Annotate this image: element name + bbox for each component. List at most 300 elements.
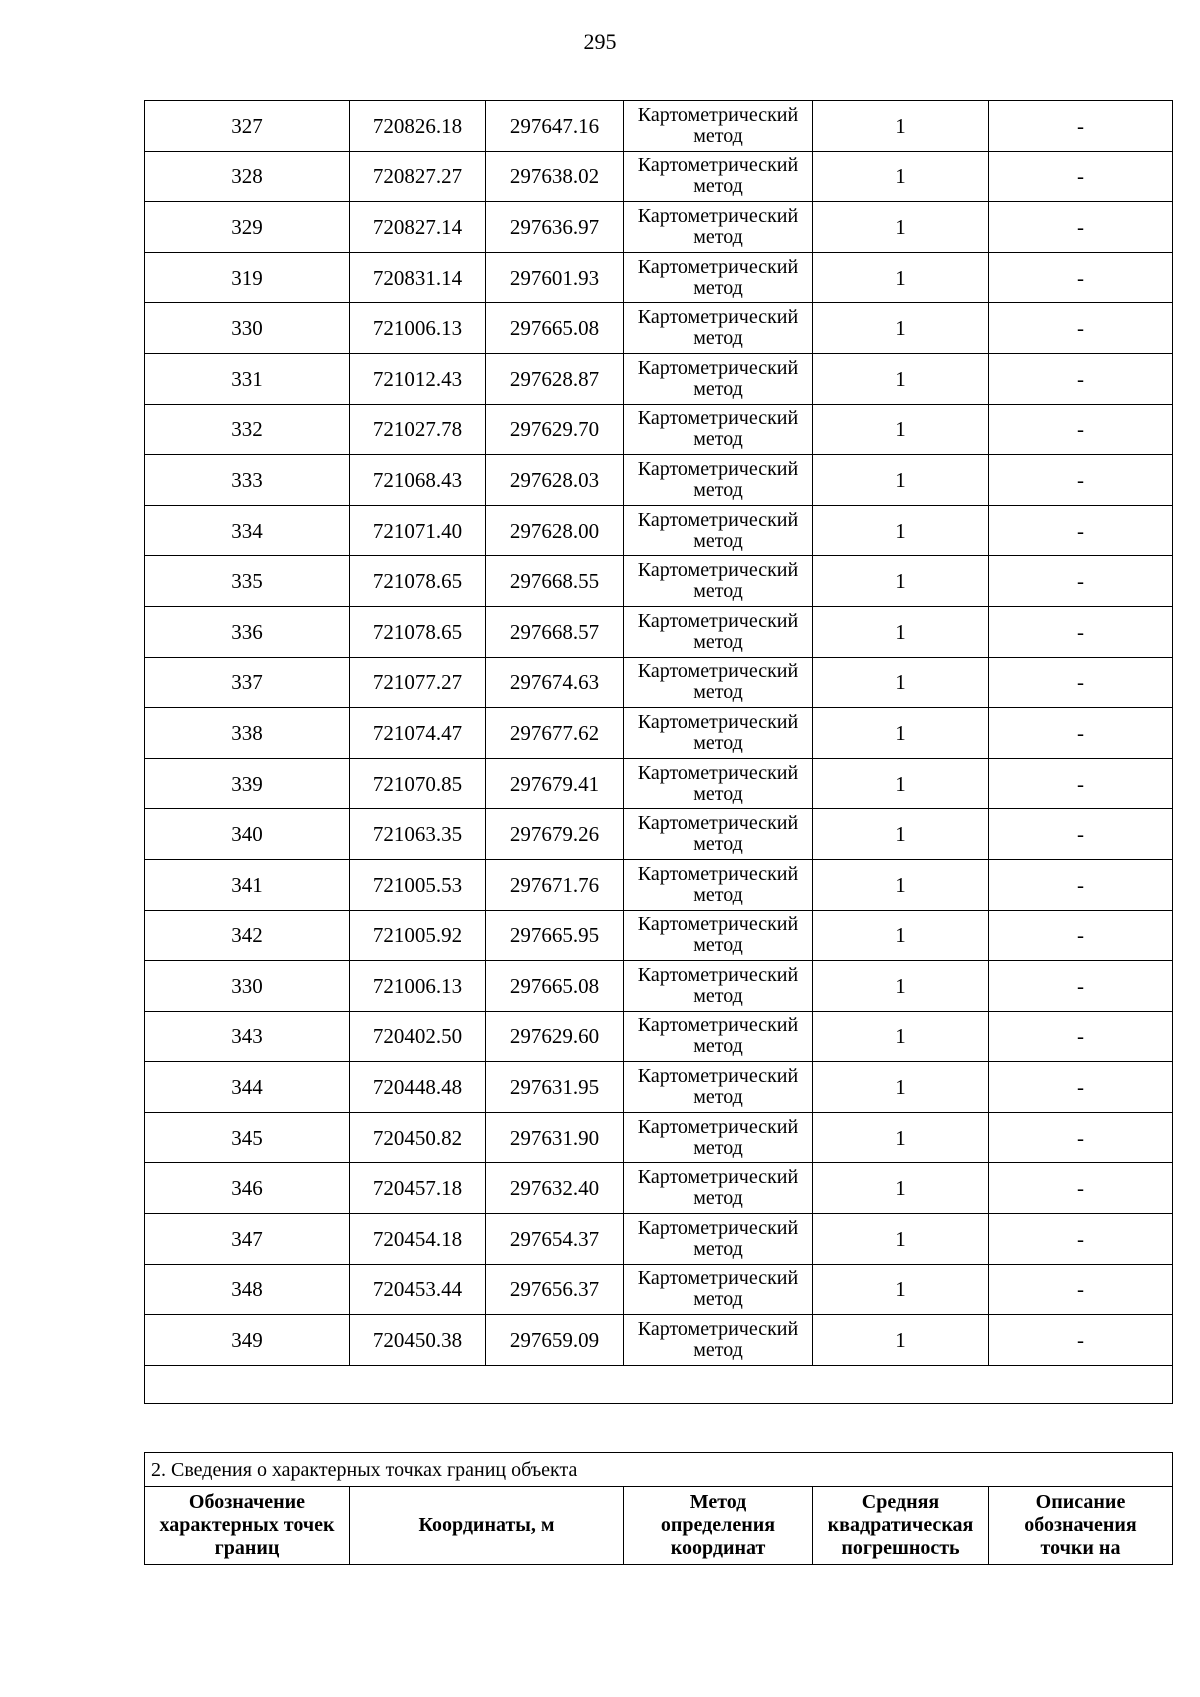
x-coordinate: 721005.53 [372,872,463,897]
accuracy-cell [813,1264,989,1315]
accuracy-cell [813,809,989,860]
y-cell [486,859,624,910]
method-line-2: метод [693,833,743,856]
point-id: 329 [231,214,263,239]
description-cell [989,809,1173,860]
point-cell [145,657,350,708]
x-cell [350,1163,486,1214]
description-value: - [1077,1176,1084,1201]
y-cell [486,1163,624,1214]
accuracy-cell [813,1112,989,1163]
header-description-line-1: Описание [1035,1491,1126,1513]
point-id: 348 [231,1277,263,1302]
description-cell [989,404,1173,455]
table-row [145,303,1173,354]
y-coordinate: 297628.00 [509,518,600,543]
accuracy-value: 1 [895,113,906,138]
description-cell [989,708,1173,759]
table-row [145,202,1173,253]
point-id: 331 [231,366,263,391]
accuracy-cell [813,708,989,759]
description-cell [989,859,1173,910]
y-cell [486,556,624,607]
x-cell [350,1112,486,1163]
header-accuracy-line-2: квадратическая [827,1514,974,1536]
y-coordinate: 297628.03 [509,467,600,492]
x-cell [350,151,486,202]
x-cell [350,910,486,961]
accuracy-value: 1 [895,822,906,847]
method-line-2: метод [693,580,743,603]
method-line-2: метод [693,782,743,805]
accuracy-cell [813,606,989,657]
y-coordinate: 297631.90 [509,1125,600,1150]
x-cell [350,252,486,303]
point-cell [145,1214,350,1265]
description-cell [989,758,1173,809]
point-cell [145,505,350,556]
header-point-line-2: характерных точек [159,1514,335,1536]
x-coordinate: 720448.48 [372,1075,463,1100]
table-row [145,101,1173,152]
y-cell [486,758,624,809]
description-value: - [1077,1125,1084,1150]
x-coordinate: 720827.14 [372,214,463,239]
y-cell [486,961,624,1012]
accuracy-cell [813,202,989,253]
method-cell [624,758,813,809]
table-row [145,1264,1173,1315]
description-value: - [1077,670,1084,695]
point-cell [145,202,350,253]
description-cell [989,910,1173,961]
x-cell [350,1264,486,1315]
accuracy-value: 1 [895,923,906,948]
point-cell [145,353,350,404]
description-cell [989,202,1173,253]
description-value: - [1077,1328,1084,1353]
method-line-1: Картометрический [637,559,799,582]
method-line-1: Картометрический [637,1014,799,1037]
description-value: - [1077,973,1084,998]
y-coordinate: 297632.40 [509,1176,600,1201]
point-cell [145,758,350,809]
table-row [145,1062,1173,1113]
y-cell [486,606,624,657]
description-cell [989,606,1173,657]
method-line-2: метод [693,1035,743,1058]
accuracy-cell [813,455,989,506]
x-coordinate: 721070.85 [372,771,463,796]
accuracy-cell [813,1214,989,1265]
accuracy-cell [813,556,989,607]
header-coords [350,1487,624,1565]
description-value: - [1077,366,1084,391]
point-id: 330 [231,973,263,998]
header-accuracy [813,1487,989,1565]
table-row [145,758,1173,809]
point-cell [145,708,350,759]
accuracy-value: 1 [895,417,906,442]
method-line-1: Картометрический [637,407,799,430]
y-coordinate: 297647.16 [509,113,600,138]
description-value: - [1077,923,1084,948]
x-cell [350,556,486,607]
accuracy-value: 1 [895,1024,906,1049]
page-number: 295 [583,29,617,54]
description-value: - [1077,265,1084,290]
accuracy-cell [813,353,989,404]
method-line-1: Картометрический [637,963,799,986]
description-value: - [1077,467,1084,492]
y-coordinate: 297629.70 [509,417,600,442]
description-cell [989,1163,1173,1214]
x-coordinate: 720402.50 [372,1024,463,1049]
accuracy-value: 1 [895,467,906,492]
method-line-2: метод [693,124,743,147]
header-description-line-2: обозначения [1024,1514,1137,1536]
method-cell [624,151,813,202]
accuracy-cell [813,303,989,354]
point-id: 349 [231,1328,263,1353]
x-cell [350,606,486,657]
method-line-1: Картометрический [637,103,799,126]
header-method-line-2: определения [660,1514,776,1536]
y-cell [486,151,624,202]
x-cell [350,202,486,253]
y-coordinate: 297656.37 [509,1277,600,1302]
accuracy-value: 1 [895,720,906,745]
point-cell [145,1011,350,1062]
description-value: - [1077,113,1084,138]
method-line-1: Картометрический [637,306,799,329]
x-coordinate: 721006.13 [372,316,463,341]
x-coordinate: 720457.18 [372,1176,463,1201]
empty-cell [145,1365,1173,1403]
accuracy-cell [813,961,989,1012]
y-cell [486,708,624,759]
y-coordinate: 297679.41 [509,771,600,796]
x-cell [350,455,486,506]
description-value: - [1077,1075,1084,1100]
description-cell [989,961,1173,1012]
point-cell [145,1315,350,1366]
y-cell [486,252,624,303]
method-line-2: метод [693,731,743,754]
method-cell [624,606,813,657]
method-cell [624,303,813,354]
x-cell [350,961,486,1012]
method-line-2: метод [693,1136,743,1159]
y-cell [486,101,624,152]
x-coordinate: 720827.27 [372,164,463,189]
method-line-1: Картометрический [637,154,799,177]
description-cell [989,1062,1173,1113]
x-coordinate: 720826.18 [372,113,463,138]
description-value: - [1077,164,1084,189]
method-cell [624,1214,813,1265]
x-coordinate: 721012.43 [372,366,463,391]
point-id: 336 [231,619,263,644]
accuracy-value: 1 [895,518,906,543]
y-coordinate: 297636.97 [509,214,600,239]
y-coordinate: 297638.02 [509,164,600,189]
table-row [145,556,1173,607]
method-line-2: метод [693,428,743,451]
description-value: - [1077,569,1084,594]
accuracy-value: 1 [895,1075,906,1100]
y-cell [486,1315,624,1366]
table-row [145,505,1173,556]
description-value: - [1077,316,1084,341]
accuracy-value: 1 [895,316,906,341]
y-coordinate: 297668.55 [509,569,600,594]
method-line-1: Картометрический [637,1318,799,1341]
point-id: 347 [231,1226,263,1251]
y-coordinate: 297665.08 [509,973,600,998]
x-cell [350,303,486,354]
point-id: 345 [231,1125,263,1150]
method-cell [624,961,813,1012]
accuracy-value: 1 [895,1125,906,1150]
point-cell [145,556,350,607]
table-row [145,859,1173,910]
accuracy-cell [813,101,989,152]
x-cell [350,758,486,809]
method-line-2: метод [693,883,743,906]
table-row [145,151,1173,202]
x-cell [350,505,486,556]
x-cell [350,1214,486,1265]
point-cell [145,101,350,152]
method-cell [624,556,813,607]
x-coordinate: 721077.27 [372,670,463,695]
table-row [145,657,1173,708]
method-cell [624,1315,813,1366]
y-coordinate: 297628.87 [509,366,600,391]
description-cell [989,1112,1173,1163]
x-cell [350,1062,486,1113]
x-coordinate: 721005.92 [372,923,463,948]
description-cell [989,1011,1173,1062]
method-cell [624,859,813,910]
x-coordinate: 721006.13 [372,973,463,998]
point-cell [145,1112,350,1163]
method-cell [624,1112,813,1163]
accuracy-value: 1 [895,1226,906,1251]
method-cell [624,809,813,860]
accuracy-value: 1 [895,366,906,391]
point-cell [145,303,350,354]
method-cell [624,657,813,708]
header-description-line-3: точки на [1040,1537,1121,1559]
table-row [145,910,1173,961]
table-row [145,1011,1173,1062]
accuracy-value: 1 [895,771,906,796]
method-cell [624,101,813,152]
method-cell [624,404,813,455]
header-method-line-1: Метод [689,1491,747,1513]
y-cell [486,202,624,253]
accuracy-value: 1 [895,872,906,897]
method-cell [624,1011,813,1062]
point-cell [145,1062,350,1113]
x-coordinate: 721071.40 [372,518,463,543]
accuracy-cell [813,1315,989,1366]
y-cell [486,353,624,404]
method-cell [624,1163,813,1214]
point-id: 339 [231,771,263,796]
description-value: - [1077,822,1084,847]
point-id: 327 [231,113,263,138]
method-line-1: Картометрический [637,913,799,936]
table-row [145,455,1173,506]
method-line-2: метод [693,175,743,198]
method-line-1: Картометрический [637,204,799,227]
description-value: - [1077,872,1084,897]
description-value: - [1077,417,1084,442]
method-line-1: Картометрический [637,1065,799,1088]
y-cell [486,505,624,556]
point-id: 338 [231,720,263,745]
accuracy-value: 1 [895,1176,906,1201]
method-line-2: метод [693,630,743,653]
point-cell [145,1163,350,1214]
accuracy-value: 1 [895,214,906,239]
method-line-1: Картометрический [637,356,799,379]
section-header-row [145,1487,1173,1565]
description-cell [989,455,1173,506]
point-cell [145,606,350,657]
point-id: 333 [231,467,263,492]
method-cell [624,455,813,506]
method-line-2: метод [693,1237,743,1260]
method-line-2: метод [693,984,743,1007]
y-cell [486,809,624,860]
description-value: - [1077,1226,1084,1251]
x-coordinate: 721078.65 [372,569,463,594]
y-coordinate: 297631.95 [509,1075,600,1100]
x-coordinate: 721063.35 [372,822,463,847]
method-line-1: Картометрический [637,862,799,885]
table-row [145,252,1173,303]
table-row [145,353,1173,404]
point-id: 342 [231,923,263,948]
y-coordinate: 297674.63 [509,670,600,695]
y-cell [486,910,624,961]
accuracy-value: 1 [895,973,906,998]
description-cell [989,657,1173,708]
point-id: 332 [231,417,263,442]
accuracy-cell [813,151,989,202]
accuracy-cell [813,404,989,455]
table-row [145,708,1173,759]
method-line-1: Картометрический [637,255,799,278]
method-line-2: метод [693,1339,743,1362]
point-cell [145,1264,350,1315]
point-id: 346 [231,1176,263,1201]
point-cell [145,859,350,910]
table-row [145,1112,1173,1163]
method-line-1: Картометрический [637,1166,799,1189]
section-title: 2. Сведения о характерных точках границ объекта [145,1453,1173,1487]
accuracy-value: 1 [895,265,906,290]
point-cell [145,809,350,860]
point-id: 328 [231,164,263,189]
accuracy-value: 1 [895,670,906,695]
x-cell [350,1011,486,1062]
y-cell [486,1011,624,1062]
coordinates-table-body [145,101,1173,1404]
method-line-1: Картометрический [637,609,799,632]
x-coordinate: 720831.14 [372,265,463,290]
method-cell [624,505,813,556]
y-coordinate: 297665.95 [509,923,600,948]
y-coordinate: 297677.62 [509,720,600,745]
x-cell [350,657,486,708]
method-line-2: метод [693,276,743,299]
method-line-2: метод [693,377,743,400]
point-id: 335 [231,569,263,594]
point-cell [145,151,350,202]
accuracy-value: 1 [895,1277,906,1302]
method-line-2: метод [693,934,743,957]
method-line-2: метод [693,327,743,350]
method-line-1: Картометрический [637,457,799,480]
accuracy-value: 1 [895,164,906,189]
method-line-2: метод [693,478,743,501]
y-cell [486,1112,624,1163]
method-line-2: метод [693,529,743,552]
method-cell [624,708,813,759]
y-cell [486,1062,624,1113]
accuracy-cell [813,1011,989,1062]
y-cell [486,404,624,455]
y-cell [486,657,624,708]
x-coordinate: 721078.65 [372,619,463,644]
point-cell [145,252,350,303]
x-coordinate: 721074.47 [372,720,463,745]
method-cell [624,353,813,404]
point-id: 334 [231,518,263,543]
x-cell [350,353,486,404]
y-coordinate: 297629.60 [509,1024,600,1049]
point-cell [145,961,350,1012]
y-coordinate: 297671.76 [509,872,600,897]
description-value: - [1077,1024,1084,1049]
description-cell [989,303,1173,354]
accuracy-cell [813,657,989,708]
accuracy-value: 1 [895,569,906,594]
table-row [145,606,1173,657]
header-method-line-3: координат [670,1537,766,1559]
description-cell [989,151,1173,202]
x-cell [350,1315,486,1366]
x-cell [350,859,486,910]
y-coordinate: 297654.37 [509,1226,600,1251]
description-value: - [1077,214,1084,239]
x-coordinate: 721068.43 [372,467,463,492]
method-line-1: Картометрический [637,710,799,733]
table-row [145,1315,1173,1366]
method-line-2: метод [693,1086,743,1109]
description-cell [989,1214,1173,1265]
table-row [145,404,1173,455]
y-cell [486,1264,624,1315]
header-accuracy-line-1: Средняя [861,1491,940,1513]
method-cell [624,202,813,253]
x-cell [350,809,486,860]
